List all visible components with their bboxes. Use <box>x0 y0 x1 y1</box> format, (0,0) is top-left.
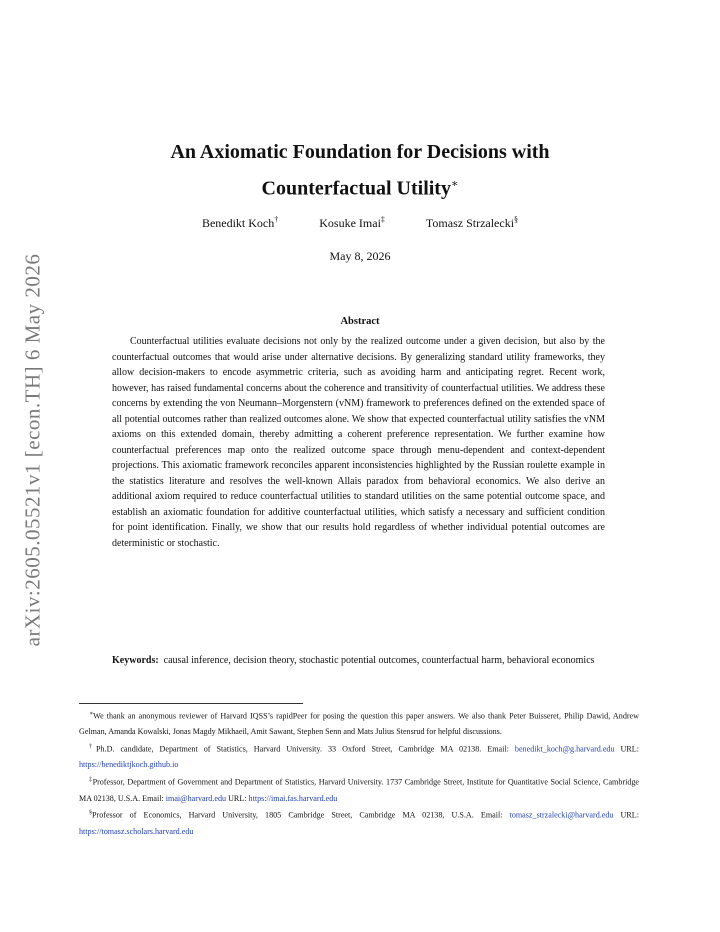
author-list <box>100 215 620 231</box>
footnote-acknowledgements <box>79 707 639 740</box>
footnote-text: We thank an anonymous reviewer of Harvard IQSS’s rapidPeer for posing the question this paper answers. We also thank Peter Buisseret, Philip Dawid, Andrew Gelman, Amanda Kowalski, Jonas Magdy Mikhaeil, Amit Sawant, Stephen Senn and Mats Julius Stensrud for helpful discussions. <box>79 711 639 737</box>
keywords-text: causal inference, decision theory, stochastic potential outcomes, counterfactual harm, behavioral economics <box>163 655 595 666</box>
author <box>426 215 518 231</box>
title-line-2 <box>100 168 620 205</box>
email-link[interactable]: imai@harvard.edu <box>165 793 227 803</box>
footnote-rule <box>79 703 303 704</box>
arxiv-stamp <box>18 250 48 650</box>
email-link[interactable]: benedikt_koch@g.harvard.edu <box>514 744 615 754</box>
author-name: Tomasz Strzalecki <box>425 216 515 230</box>
arxiv-identifier: arXiv:2605.05521v1 [econ.TH] 6 May 2026 <box>20 253 45 647</box>
abstract-body: Counterfactual utilities evaluate decisions not only by the realized outcome under a given decision, but also by the counterfactual outcomes that would arise under alternative decisions. By generalizing standard utility frameworks, they allow decision-makers to encode asymmetric criteria, such as avoiding harm and anticipating regret. Recent work, however, has raised fundamental concerns about the coherence and transitivity of counterfactual utilities. We address these concerns by extending the von Neumann–Morgenstern (vNM) framework to preferences defined on the extended space of all potential outcomes rather than realized outcomes alone. We show that expected counterfactual utility satisfies the vNM axioms on this extended domain, thereby admitting a coherent preference representation. We further examine how counterfactual preferences map onto the realized outcome space through menu-dependent and context-dependent projections. This axiomatic framework reconciles apparent inconsistencies highlighted by the Russian roulette example in the statistics literature and resolves the well-known Allais paradox from behavioral economics. We also derive an additional axiom required to reduce counterfactual utilities to standard utilities on the same potential outcome space, and establish an axiomatic foundation for additive counterfactual utilities, which satisfy a necessary and sufficient condition for point identification. Finally, we show that our results hold regardless of whether individual potential outcomes are deterministic or stochastic. <box>112 336 605 549</box>
homepage-link[interactable]: https://tomasz.scholars.harvard.edu <box>79 826 194 836</box>
footnote-koch <box>79 740 639 773</box>
url-label: URL: <box>226 793 249 803</box>
footnote-text: Ph.D. candidate, Department of Statistics, Harvard University. 33 Oxford Street, Cambridge MA 02138. Email: <box>96 744 515 754</box>
footnote-text: Professor of Economics, Harvard University, 1805 Cambridge Street, Cambridge MA 02138, U.S.A. Email: <box>92 810 510 820</box>
footnote-mark: ‡ <box>89 777 93 784</box>
footnote-strzalecki <box>79 806 639 839</box>
author-name: Benedikt Koch <box>201 216 275 230</box>
author-footnote-mark: † <box>274 215 279 224</box>
abstract-heading: Abstract <box>340 316 380 327</box>
keywords <box>112 653 605 669</box>
footnote-text: Professor, Department of Government and Department of Statistics, Harvard University. 1737 Cambridge Street, Institute for Quantitative Social Science, Cambridge MA 02138, U.S.A. Email: <box>79 777 640 803</box>
url-label: URL: <box>614 744 639 754</box>
author-footnote-mark: § <box>514 215 519 224</box>
footnotes <box>79 707 639 839</box>
author-name: Kosuke Imai <box>319 216 381 230</box>
author <box>319 215 385 231</box>
footnote-mark: § <box>89 810 92 817</box>
email-link[interactable]: tomasz_strzalecki@harvard.edu <box>509 810 614 820</box>
footnote-mark: † <box>89 744 96 751</box>
author-footnote-mark: ‡ <box>380 215 385 224</box>
homepage-link[interactable]: https://imai.fas.harvard.edu <box>248 793 338 803</box>
url-label: URL: <box>613 810 639 820</box>
publication-date: May 8, 2026 <box>329 249 391 263</box>
title-footnote-mark: ∗ <box>450 178 459 190</box>
keywords-label: Keywords: <box>112 655 159 666</box>
paper-title <box>100 136 620 205</box>
author <box>202 215 278 231</box>
title-line-2-text: Counterfactual Utility <box>261 177 451 200</box>
footnote-mark: ∗ <box>89 711 94 717</box>
homepage-link[interactable]: https://benediktjkoch.github.io <box>79 760 179 770</box>
title-line-1: An Axiomatic Foundation for Decisions with <box>170 141 550 163</box>
footnote-imai <box>79 773 639 806</box>
